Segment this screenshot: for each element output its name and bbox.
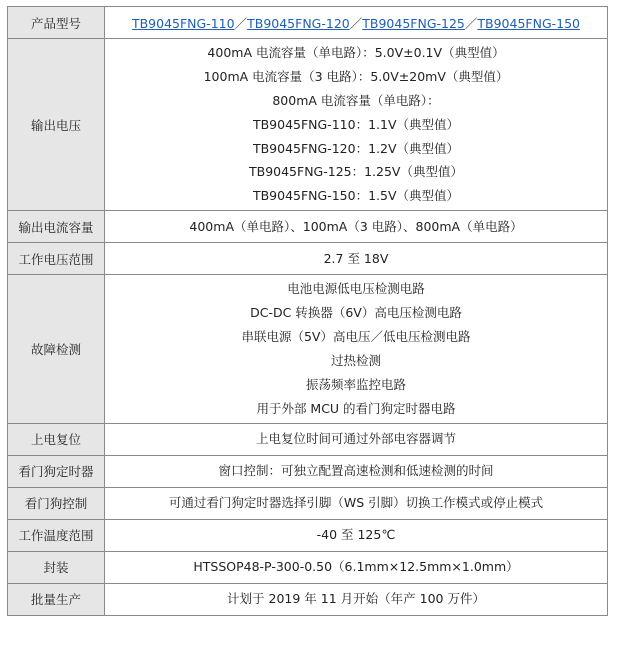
value-line: 100mA 电流容量（3 电路）：5.0V±20mV（典型值） (203, 68, 509, 84)
row-value (105, 455, 608, 487)
value-line: 计划于 2019 年 11 月开始（年产 100 万件） (227, 591, 485, 607)
model-list (105, 7, 608, 39)
value-line: DC-DC 转换器（6V）高电压检测电路 (250, 305, 462, 321)
value-line: 过热检测 (330, 352, 381, 368)
table-row-output-voltage (8, 39, 608, 211)
value-line: 电池电源低电压检测电路 (287, 281, 425, 297)
table-row-model (8, 7, 608, 39)
row-value (105, 551, 608, 583)
row-value (105, 583, 608, 615)
table-row-operating-voltage (8, 243, 608, 275)
spec-table-body (8, 7, 608, 616)
row-label: 输出电压 (8, 39, 105, 211)
table-row-power-on-reset (8, 423, 608, 455)
table-row-mass-production (8, 583, 608, 615)
row-value (105, 39, 608, 211)
model-link-150[interactable]: TB9045FNG-150 (477, 15, 581, 31)
row-value (105, 243, 608, 275)
value-line: 振荡频率监控电路 (305, 376, 406, 392)
row-label: 看门狗定时器 (8, 455, 105, 487)
table-row-watchdog-control (8, 487, 608, 519)
value-line: TB9045FNG-120：1.2V（典型值） (252, 140, 460, 156)
row-label: 批量生产 (8, 583, 105, 615)
model-separator: ／ (349, 15, 363, 31)
row-label: 产品型号 (8, 7, 105, 39)
model-link-110[interactable]: TB9045FNG-110 (131, 15, 235, 31)
value-line: -40 至 125℃ (316, 527, 396, 543)
value-line: TB9045FNG-150：1.5V（典型值） (252, 188, 460, 204)
model-separator: ／ (234, 15, 248, 31)
row-value (105, 519, 608, 551)
model-separator: ／ (464, 15, 478, 31)
row-label: 看门狗控制 (8, 487, 105, 519)
row-value (105, 275, 608, 423)
value-line: 2.7 至 18V (323, 250, 389, 266)
table-row-watchdog-timer (8, 455, 608, 487)
value-line: 800mA 电流容量（单电路）： (272, 92, 440, 108)
row-label: 工作温度范围 (8, 519, 105, 551)
model-link-120[interactable]: TB9045FNG-120 (247, 15, 350, 31)
value-line: 400mA 电流容量（单电路）：5.0V±0.1V（典型值） (207, 45, 505, 60)
row-label: 输出电流容量 (8, 211, 105, 243)
model-link-125[interactable]: TB9045FNG-125 (362, 15, 465, 31)
row-label: 上电复位 (8, 423, 105, 455)
table-row-package (8, 551, 608, 583)
row-value (105, 423, 608, 455)
row-value (105, 211, 608, 243)
table-row-output-current (8, 211, 608, 243)
row-value (105, 487, 608, 519)
value-line: TB9045FNG-125：1.25V（典型值） (248, 164, 463, 180)
row-label: 工作电压范围 (8, 243, 105, 275)
value-line: TB9045FNG-110：1.1V（典型值） (252, 116, 460, 132)
table-row-fault-detection (8, 275, 608, 423)
value-line: 窗口控制：可独立配置高速检测和低速检测的时间 (218, 463, 494, 479)
spec-table (7, 6, 608, 616)
row-label: 封装 (8, 551, 105, 583)
value-line: 400mA（单电路）、100mA（3 电路）、800mA（单电路） (189, 218, 523, 234)
table-row-operating-temperature (8, 519, 608, 551)
row-label: 故障检测 (8, 275, 105, 423)
value-line: 串联电源（5V）高电压／低电压检测电路 (241, 329, 471, 345)
value-line: 用于外部 MCU 的看门狗定时器电路 (256, 400, 456, 416)
value-line: 上电复位时间可通过外部电容器调节 (255, 431, 456, 447)
value-line: 可通过看门狗定时器选择引脚（WS 引脚）切换工作模式或停止模式 (168, 495, 544, 511)
value-line: HTSSOP48-P-300-0.50（6.1mm×12.5mm×1.0mm） (193, 559, 519, 575)
